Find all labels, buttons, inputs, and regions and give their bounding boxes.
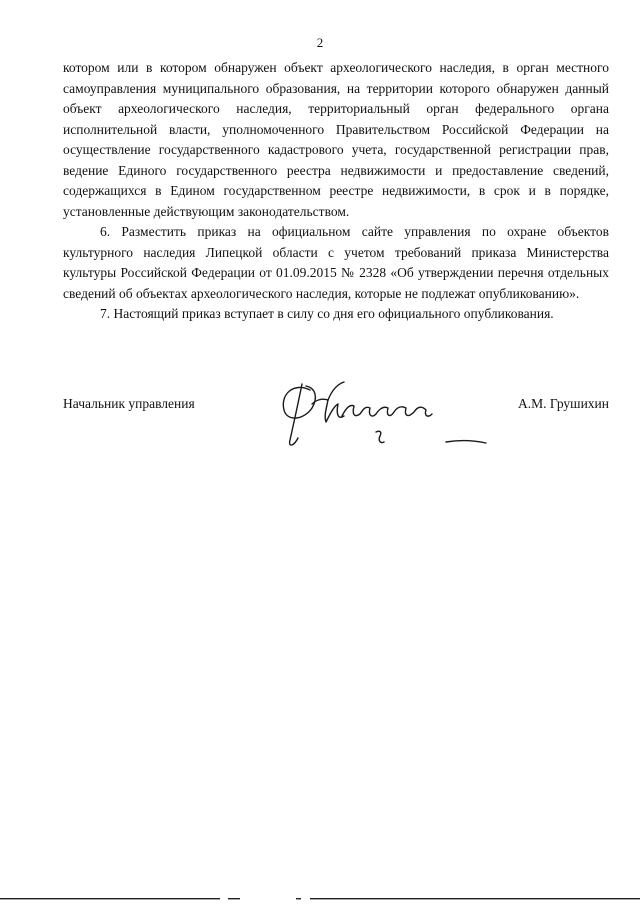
handwritten-signature — [272, 370, 497, 455]
paragraph-item-6: 6. Разместить приказ на официальном сайте управления по охране объектов культурного наследия Липецкой области с учетом требований приказа Министерства культуры Российской Федерации от 01.09.2015 № 2328 «Об утверждении перечня отдельных сведений об объектах археологического наследия, которые не подлежат опубликованию». — [63, 224, 609, 301]
footer-rule — [0, 896, 640, 902]
page-number: 2 — [316, 35, 324, 50]
paragraph-continuation: котором или в котором обнаружен объект археологического наследия, в орган местного самоуправления муниципального образования, на территории которого обнаружен данный объект археологического наследия, территориальный орган федерального органа исполнительной власти, уполномоченного Правительством Российской Федерации на осуществление государственного кадастрового учета, государственной регистрации прав, ведение Единого государственного реестра недвижимости и предоставление сведений, содержащихся в Едином государственном реестре недвижимости, в срок и в порядке, установленные действующим законодательством. — [63, 60, 609, 219]
signer-position-title: Начальник управления — [63, 396, 195, 411]
paragraph-item-7: 7. Настоящий приказ вступает в силу со дня его официального опубликования. — [100, 306, 554, 321]
signer-name: А.М. Грушихин — [518, 396, 609, 411]
document-body — [63, 58, 609, 325]
